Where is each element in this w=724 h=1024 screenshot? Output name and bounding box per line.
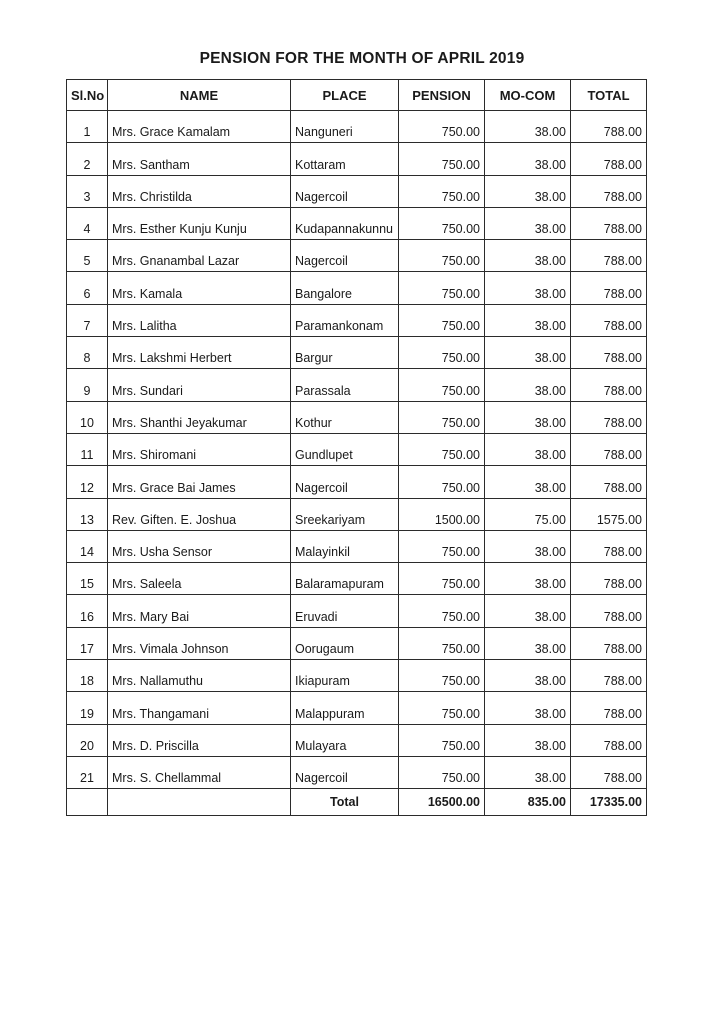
cell-mo-com: 38.00 [485,692,571,724]
cell-place: Paramankonam [291,304,399,336]
cell-total: 788.00 [571,240,647,272]
cell-pension: 750.00 [399,627,485,659]
cell-slno: 13 [67,498,108,530]
cell-name: Mrs. Santham [108,143,291,175]
table-row [67,337,647,369]
cell-mo-com: 38.00 [485,175,571,207]
cell-name: Mrs. D. Priscilla [108,724,291,756]
cell-slno: 10 [67,401,108,433]
cell-slno: 11 [67,433,108,465]
cell-pension: 750.00 [399,337,485,369]
cell-pension: 750.00 [399,175,485,207]
cell-slno: 6 [67,272,108,304]
cell-mo-com: 38.00 [485,433,571,465]
table-row [67,466,647,498]
cell-name: Mrs. Gnanambal Lazar [108,240,291,272]
cell-place: Balaramapuram [291,563,399,595]
total-row-empty-cell [108,789,291,816]
table-row [67,111,647,143]
cell-place: Parassala [291,369,399,401]
cell-total: 788.00 [571,369,647,401]
cell-slno: 9 [67,369,108,401]
cell-slno: 5 [67,240,108,272]
cell-mo-com: 38.00 [485,272,571,304]
cell-total: 788.00 [571,692,647,724]
cell-name: Mrs. Nallamuthu [108,660,291,692]
cell-slno: 15 [67,563,108,595]
cell-mo-com: 38.00 [485,337,571,369]
cell-total: 788.00 [571,111,647,143]
cell-place: Nanguneri [291,111,399,143]
cell-place: Sreekariyam [291,498,399,530]
column-header-slno: Sl.No [67,80,108,111]
cell-name: Mrs. Christilda [108,175,291,207]
cell-total: 788.00 [571,595,647,627]
total-mo-com: 835.00 [485,789,571,816]
cell-place: Bargur [291,337,399,369]
cell-mo-com: 38.00 [485,530,571,562]
table-row [67,563,647,595]
grand-total: 17335.00 [571,789,647,816]
cell-mo-com: 38.00 [485,240,571,272]
cell-mo-com: 38.00 [485,756,571,788]
cell-name: Mrs. Grace Kamalam [108,111,291,143]
cell-total: 788.00 [571,563,647,595]
cell-total: 788.00 [571,627,647,659]
cell-place: Oorugaum [291,627,399,659]
cell-place: Nagercoil [291,466,399,498]
cell-mo-com: 38.00 [485,595,571,627]
cell-name: Mrs. Saleela [108,563,291,595]
cell-place: Bangalore [291,272,399,304]
table-row [67,433,647,465]
cell-slno: 16 [67,595,108,627]
table-row [67,207,647,239]
cell-mo-com: 38.00 [485,207,571,239]
column-header-pension: PENSION [399,80,485,111]
cell-name: Mrs. Shanthi Jeyakumar [108,401,291,433]
cell-mo-com: 38.00 [485,304,571,336]
table-row [67,498,647,530]
cell-slno: 18 [67,660,108,692]
column-header-place: PLACE [291,80,399,111]
cell-slno: 3 [67,175,108,207]
cell-total: 788.00 [571,272,647,304]
table-row [67,530,647,562]
cell-slno: 14 [67,530,108,562]
cell-total: 788.00 [571,207,647,239]
cell-slno: 1 [67,111,108,143]
cell-place: Nagercoil [291,240,399,272]
cell-place: Eruvadi [291,595,399,627]
table-row [67,401,647,433]
cell-total: 788.00 [571,466,647,498]
cell-slno: 7 [67,304,108,336]
table-row [67,369,647,401]
cell-mo-com: 38.00 [485,627,571,659]
cell-slno: 21 [67,756,108,788]
table-header-row [67,80,647,111]
table-row [67,175,647,207]
cell-name: Mrs. Mary Bai [108,595,291,627]
cell-place: Nagercoil [291,756,399,788]
cell-name: Mrs. Lakshmi Herbert [108,337,291,369]
table-row [67,756,647,788]
cell-total: 788.00 [571,433,647,465]
cell-pension: 750.00 [399,466,485,498]
cell-place: Nagercoil [291,175,399,207]
cell-pension: 750.00 [399,304,485,336]
cell-name: Mrs. Sundari [108,369,291,401]
cell-pension: 750.00 [399,595,485,627]
total-label: Total [291,789,399,816]
cell-total: 788.00 [571,724,647,756]
table-row [67,724,647,756]
column-header-total: TOTAL [571,80,647,111]
cell-total: 788.00 [571,660,647,692]
cell-mo-com: 38.00 [485,724,571,756]
cell-name: Mrs. Shiromani [108,433,291,465]
cell-total: 788.00 [571,143,647,175]
cell-name: Mrs. Esther Kunju Kunju [108,207,291,239]
cell-slno: 4 [67,207,108,239]
cell-place: Gundlupet [291,433,399,465]
cell-pension: 750.00 [399,433,485,465]
cell-mo-com: 38.00 [485,401,571,433]
cell-pension: 750.00 [399,143,485,175]
cell-name: Rev. Giften. E. Joshua [108,498,291,530]
cell-pension: 750.00 [399,207,485,239]
cell-total: 788.00 [571,401,647,433]
total-row-empty-cell [67,789,108,816]
cell-mo-com: 38.00 [485,369,571,401]
cell-pension: 750.00 [399,369,485,401]
table-row [67,143,647,175]
cell-pension: 750.00 [399,756,485,788]
table-row [67,304,647,336]
cell-place: Malappuram [291,692,399,724]
total-pension: 16500.00 [399,789,485,816]
cell-place: Kudapannakunnu [291,207,399,239]
table-body [67,111,647,789]
cell-pension: 750.00 [399,401,485,433]
column-header-name: NAME [108,80,291,111]
cell-pension: 750.00 [399,240,485,272]
table-row [67,660,647,692]
cell-slno: 12 [67,466,108,498]
column-header-mo-com: MO-COM [485,80,571,111]
cell-place: Ikiapuram [291,660,399,692]
cell-total: 788.00 [571,337,647,369]
cell-name: Mrs. S. Chellammal [108,756,291,788]
cell-pension: 750.00 [399,692,485,724]
cell-mo-com: 38.00 [485,563,571,595]
cell-pension: 750.00 [399,563,485,595]
cell-place: Malayinkil [291,530,399,562]
cell-name: Mrs. Grace Bai James [108,466,291,498]
cell-pension: 750.00 [399,724,485,756]
cell-mo-com: 38.00 [485,660,571,692]
cell-place: Kothur [291,401,399,433]
cell-mo-com: 38.00 [485,466,571,498]
cell-mo-com: 75.00 [485,498,571,530]
cell-pension: 750.00 [399,111,485,143]
cell-pension: 750.00 [399,660,485,692]
cell-total: 788.00 [571,175,647,207]
table-row [67,240,647,272]
cell-total: 788.00 [571,304,647,336]
cell-place: Mulayara [291,724,399,756]
cell-slno: 8 [67,337,108,369]
cell-mo-com: 38.00 [485,111,571,143]
cell-slno: 20 [67,724,108,756]
table-row [67,595,647,627]
cell-pension: 750.00 [399,530,485,562]
total-row [67,789,647,816]
cell-pension: 1500.00 [399,498,485,530]
cell-slno: 2 [67,143,108,175]
cell-name: Mrs. Vimala Johnson [108,627,291,659]
cell-mo-com: 38.00 [485,143,571,175]
cell-slno: 19 [67,692,108,724]
cell-total: 1575.00 [571,498,647,530]
table-row [67,692,647,724]
cell-place: Kottaram [291,143,399,175]
cell-pension: 750.00 [399,272,485,304]
cell-name: Mrs. Kamala [108,272,291,304]
cell-slno: 17 [67,627,108,659]
page-title: PENSION FOR THE MONTH OF APRIL 2019 [199,50,525,67]
pension-table [66,79,647,816]
cell-total: 788.00 [571,530,647,562]
table-row [67,627,647,659]
cell-name: Mrs. Lalitha [108,304,291,336]
cell-name: Mrs. Thangamani [108,692,291,724]
table-row [67,272,647,304]
cell-name: Mrs. Usha Sensor [108,530,291,562]
cell-total: 788.00 [571,756,647,788]
